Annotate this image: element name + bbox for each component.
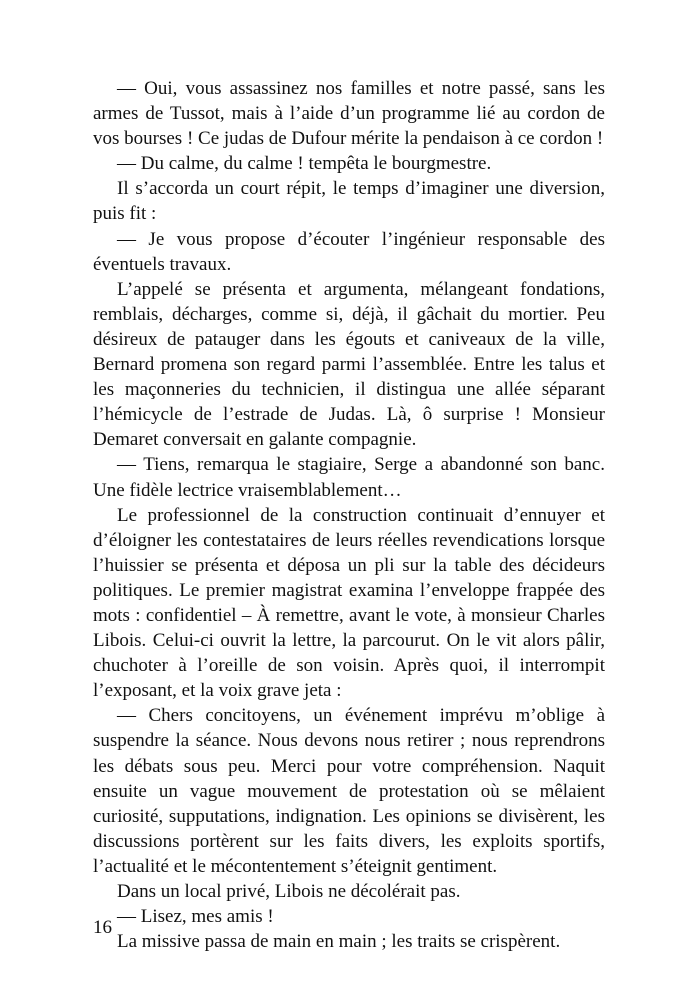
paragraph-3: Il s’accorda un court répit, le temps d’imaginer une diversion, puis fit : xyxy=(93,178,605,225)
paragraph-9: Dans un local privé, Libois ne décolérait pas. xyxy=(117,881,461,902)
paragraph-2: — Du calme, du calme ! tempêta le bourgmestre. xyxy=(117,153,492,175)
paragraph-7: Le professionnel de la construction continuait d’ennuyer et d’éloigner les contestataires de leurs réelles revendications lorsque l’huissier se présenta et déposa un pli sur la table des décideurs politiques. Le premier magistrat examina l’enveloppe frappée des mots : confidentiel – À remettre, avant le vote, à monsieur Charles Libois. Celui-ci ouvrit la lettre, la parcourut. On le vit alors pâlir, chuchoter à l’oreille de son voisin. Après quoi, il interrompit l’exposant, et la voix grave jeta : xyxy=(93,504,605,702)
paragraph-8: — Chers concitoyens, un événement imprévu m’oblige à suspendre la séance. Nous devons nous retirer ; nous reprendrons les débats sous peu. Merci pour votre compréhension. Naquit ensuite un vague mouvement de protestation où se mêlaient curiosité, supputations, indignation. Les opinions se divisèrent, les discussions portèrent sur les faits divers, les exploits sportifs, l’actualité et le mécontentement s’éteignit gentiment. xyxy=(93,705,605,877)
paragraph-4: — Je vous propose d’écouter l’ingénieur responsable des éventuels travaux. xyxy=(93,228,605,275)
page-body xyxy=(93,76,605,954)
paragraph-6: — Tiens, remarqua le stagiaire, Serge a abandonné son banc. Une fidèle lectrice vraisemblablement… xyxy=(93,454,605,501)
paragraph-11: La missive passa de main en main ; les traits se crispèrent. xyxy=(117,931,561,953)
page-number: 16 xyxy=(93,917,112,938)
paragraph-1: — Oui, vous assassinez nos familles et notre passé, sans les armes de Tussot, mais à l’aide d’un programme lié au cordon de vos bourses ! Ce judas de Dufour mérite la pendaison à ce cordon ! xyxy=(93,78,605,150)
paragraph-10: — Lisez, mes amis ! xyxy=(117,906,274,928)
paragraph-5: L’appelé se présenta et argumenta, mélangeant fondations, remblais, décharges, comme si, déjà, il gâchait du mortier. Peu désireux de patauger dans les égouts et caniveaux de la ville, Bernard promena son regard parmi l’assemblée. Entre les talus et les maçonneries du technicien, il distingua une allée séparant l’hémicycle de l’estrade de Judas. Là, ô surprise ! Monsieur Demaret conversait en galante compagnie. xyxy=(93,278,605,451)
